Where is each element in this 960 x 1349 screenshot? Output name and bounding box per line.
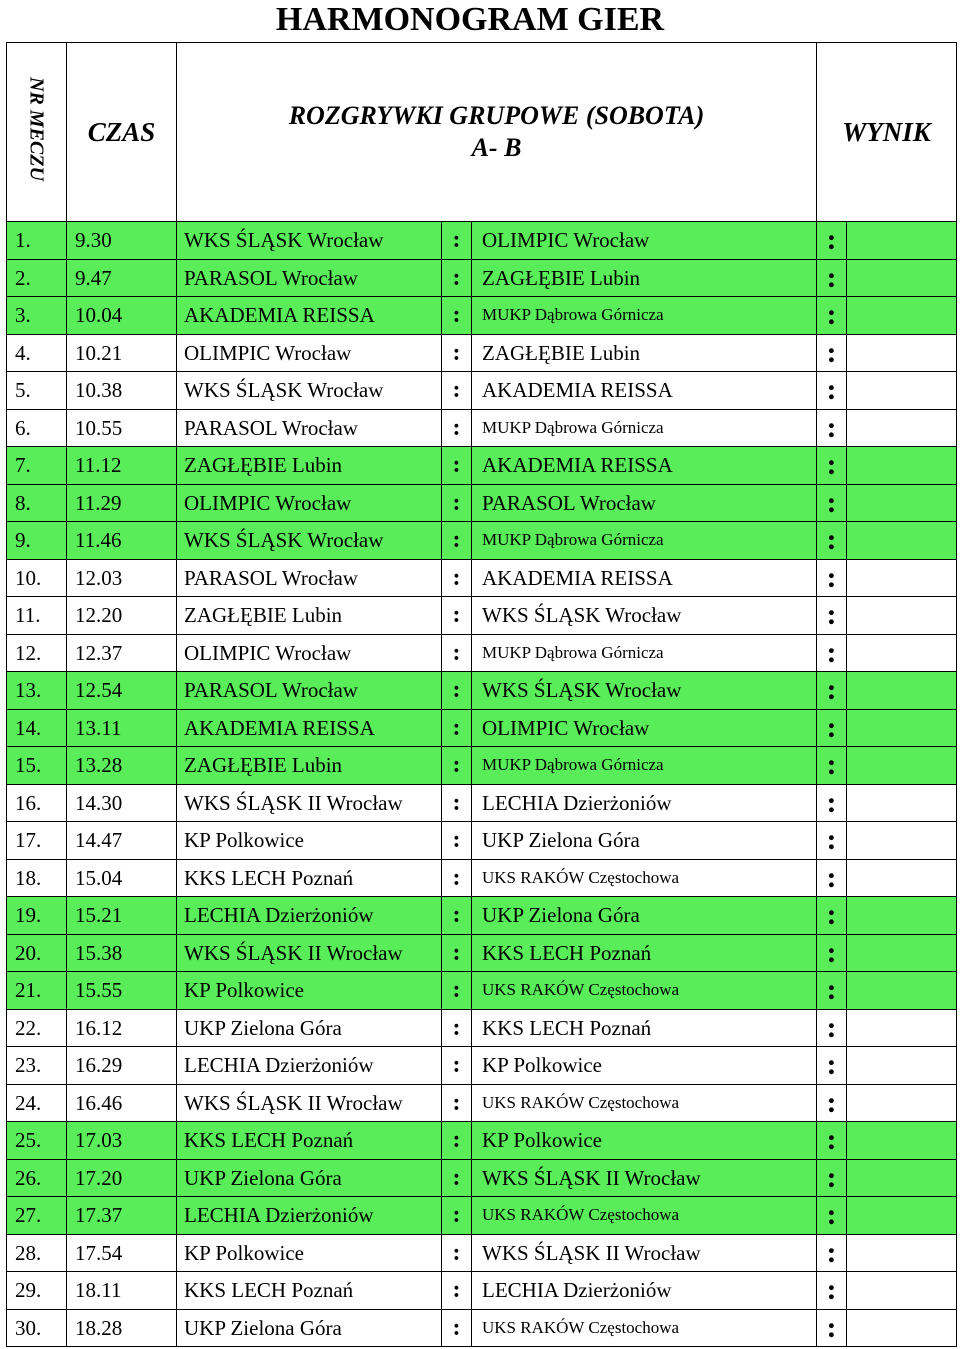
table-row bbox=[7, 522, 957, 560]
result-cell[interactable]: : bbox=[817, 709, 847, 747]
table-row bbox=[7, 1234, 957, 1272]
vs-separator: : bbox=[442, 522, 472, 560]
header-group-line1: ROZGRYWKI GRUPOWE (SOBOTA) bbox=[288, 101, 705, 130]
result-cell[interactable]: : bbox=[817, 1009, 847, 1047]
match-time: 10.55 bbox=[67, 409, 177, 447]
result-extra-cell bbox=[847, 934, 957, 972]
result-extra-cell bbox=[847, 672, 957, 710]
home-team: ZAGŁĘBIE Lubin bbox=[177, 597, 442, 635]
vs-separator: : bbox=[442, 372, 472, 410]
match-time: 12.54 bbox=[67, 672, 177, 710]
vs-separator: : bbox=[442, 897, 472, 935]
result-extra-cell bbox=[847, 747, 957, 785]
result-cell[interactable]: : bbox=[817, 897, 847, 935]
home-team: KP Polkowice bbox=[177, 1234, 442, 1272]
away-team: UKS RAKÓW Częstochowa bbox=[472, 1309, 817, 1347]
home-team: OLIMPIC Wrocław bbox=[177, 634, 442, 672]
home-team: KKS LECH Poznań bbox=[177, 859, 442, 897]
table-row bbox=[7, 897, 957, 935]
result-cell[interactable]: : bbox=[817, 634, 847, 672]
match-number: 30. bbox=[7, 1309, 67, 1347]
match-time: 16.29 bbox=[67, 1047, 177, 1085]
home-team: OLIMPIC Wrocław bbox=[177, 484, 442, 522]
home-team: WKS ŚLĄSK Wrocław bbox=[177, 222, 442, 260]
result-extra-cell bbox=[847, 297, 957, 335]
result-cell[interactable]: : bbox=[817, 447, 847, 485]
match-time: 9.30 bbox=[67, 222, 177, 260]
home-team: UKP Zielona Góra bbox=[177, 1309, 442, 1347]
away-team: KKS LECH Poznań bbox=[472, 1009, 817, 1047]
header-czas: CZAS bbox=[67, 43, 177, 222]
table-row bbox=[7, 484, 957, 522]
result-cell[interactable]: : bbox=[817, 522, 847, 560]
away-team: UKS RAKÓW Częstochowa bbox=[472, 972, 817, 1010]
match-time: 9.47 bbox=[67, 259, 177, 297]
result-extra-cell bbox=[847, 372, 957, 410]
result-cell[interactable]: : bbox=[817, 1234, 847, 1272]
away-team: MUKP Dąbrowa Górnicza bbox=[472, 409, 817, 447]
away-team: PARASOL Wrocław bbox=[472, 484, 817, 522]
table-row bbox=[7, 934, 957, 972]
vs-separator: : bbox=[442, 1084, 472, 1122]
home-team: PARASOL Wrocław bbox=[177, 559, 442, 597]
vs-separator: : bbox=[442, 859, 472, 897]
table-row bbox=[7, 1197, 957, 1235]
match-number: 29. bbox=[7, 1272, 67, 1310]
home-team: ZAGŁĘBIE Lubin bbox=[177, 447, 442, 485]
vs-separator: : bbox=[442, 1309, 472, 1347]
match-time: 17.03 bbox=[67, 1122, 177, 1160]
result-cell[interactable]: : bbox=[817, 1122, 847, 1160]
result-extra-cell bbox=[847, 1047, 957, 1085]
vs-separator: : bbox=[442, 709, 472, 747]
result-extra-cell bbox=[847, 897, 957, 935]
table-row bbox=[7, 822, 957, 860]
result-extra-cell bbox=[847, 822, 957, 860]
away-team: OLIMPIC Wrocław bbox=[472, 222, 817, 260]
match-number: 20. bbox=[7, 934, 67, 972]
match-time: 13.28 bbox=[67, 747, 177, 785]
away-team: MUKP Dąbrowa Górnicza bbox=[472, 747, 817, 785]
table-row bbox=[7, 409, 957, 447]
result-cell[interactable]: : bbox=[817, 934, 847, 972]
table-row bbox=[7, 259, 957, 297]
match-number: 1. bbox=[7, 222, 67, 260]
match-time: 11.46 bbox=[67, 522, 177, 560]
match-number: 2. bbox=[7, 259, 67, 297]
table-row bbox=[7, 559, 957, 597]
away-team: LECHIA Dzierżoniów bbox=[472, 1272, 817, 1310]
result-extra-cell bbox=[847, 447, 957, 485]
result-cell[interactable]: : bbox=[817, 1309, 847, 1347]
away-team: WKS ŚLĄSK Wrocław bbox=[472, 597, 817, 635]
home-team: WKS ŚLĄSK II Wrocław bbox=[177, 1084, 442, 1122]
match-number: 27. bbox=[7, 1197, 67, 1235]
away-team: ZAGŁĘBIE Lubin bbox=[472, 259, 817, 297]
result-extra-cell bbox=[847, 259, 957, 297]
match-number: 24. bbox=[7, 1084, 67, 1122]
result-cell[interactable]: : bbox=[817, 597, 847, 635]
result-extra-cell bbox=[847, 1272, 957, 1310]
result-cell[interactable]: : bbox=[817, 484, 847, 522]
home-team: LECHIA Dzierżoniów bbox=[177, 1047, 442, 1085]
vs-separator: : bbox=[442, 334, 472, 372]
match-number: 23. bbox=[7, 1047, 67, 1085]
vs-separator: : bbox=[442, 972, 472, 1010]
header-row bbox=[7, 43, 957, 222]
vs-separator: : bbox=[442, 1122, 472, 1160]
match-time: 13.11 bbox=[67, 709, 177, 747]
match-time: 18.11 bbox=[67, 1272, 177, 1310]
table-row bbox=[7, 1159, 957, 1197]
away-team: KKS LECH Poznań bbox=[472, 934, 817, 972]
match-number: 3. bbox=[7, 297, 67, 335]
match-time: 10.21 bbox=[67, 334, 177, 372]
table-row bbox=[7, 1122, 957, 1160]
result-cell[interactable]: : bbox=[817, 972, 847, 1010]
result-cell[interactable]: : bbox=[817, 372, 847, 410]
table-row bbox=[7, 222, 957, 260]
result-cell[interactable]: : bbox=[817, 747, 847, 785]
result-cell[interactable]: : bbox=[817, 1047, 847, 1085]
table-row bbox=[7, 1084, 957, 1122]
table-row bbox=[7, 634, 957, 672]
vs-separator: : bbox=[442, 934, 472, 972]
match-time: 11.29 bbox=[67, 484, 177, 522]
home-team: UKP Zielona Góra bbox=[177, 1009, 442, 1047]
vs-separator: : bbox=[442, 1234, 472, 1272]
match-number: 5. bbox=[7, 372, 67, 410]
result-cell[interactable]: : bbox=[817, 559, 847, 597]
away-team: KP Polkowice bbox=[472, 1122, 817, 1160]
away-team: UKS RAKÓW Częstochowa bbox=[472, 1197, 817, 1235]
match-number: 10. bbox=[7, 559, 67, 597]
page-title: HARMONOGRAM GIER bbox=[275, 1, 665, 38]
vs-separator: : bbox=[442, 297, 472, 335]
table-row bbox=[7, 334, 957, 372]
result-cell[interactable]: : bbox=[817, 1159, 847, 1197]
result-cell[interactable]: : bbox=[817, 1084, 847, 1122]
home-team: AKADEMIA REISSA bbox=[177, 297, 442, 335]
match-number: 13. bbox=[7, 672, 67, 710]
home-team: WKS ŚLĄSK Wrocław bbox=[177, 522, 442, 560]
header-group-line2: A- B bbox=[471, 133, 522, 162]
match-number: 21. bbox=[7, 972, 67, 1010]
match-time: 15.55 bbox=[67, 972, 177, 1010]
match-number: 16. bbox=[7, 784, 67, 822]
home-team: PARASOL Wrocław bbox=[177, 672, 442, 710]
home-team: KP Polkowice bbox=[177, 822, 442, 860]
home-team: WKS ŚLĄSK Wrocław bbox=[177, 372, 442, 410]
table-row bbox=[7, 597, 957, 635]
away-team: AKADEMIA REISSA bbox=[472, 559, 817, 597]
match-time: 14.47 bbox=[67, 822, 177, 860]
vs-separator: : bbox=[442, 222, 472, 260]
table-row bbox=[7, 447, 957, 485]
table-row bbox=[7, 709, 957, 747]
table-row bbox=[7, 972, 957, 1010]
home-team: PARASOL Wrocław bbox=[177, 259, 442, 297]
result-extra-cell bbox=[847, 634, 957, 672]
match-number: 14. bbox=[7, 709, 67, 747]
vs-separator: : bbox=[442, 1159, 472, 1197]
table-row bbox=[7, 1309, 957, 1347]
table-row bbox=[7, 747, 957, 785]
match-time: 18.28 bbox=[67, 1309, 177, 1347]
vs-separator: : bbox=[442, 784, 472, 822]
result-cell[interactable]: : bbox=[817, 672, 847, 710]
table-row bbox=[7, 1272, 957, 1310]
table-row bbox=[7, 297, 957, 335]
match-number: 22. bbox=[7, 1009, 67, 1047]
match-number: 15. bbox=[7, 747, 67, 785]
vs-separator: : bbox=[442, 409, 472, 447]
result-extra-cell bbox=[847, 522, 957, 560]
match-time: 15.21 bbox=[67, 897, 177, 935]
schedule-body bbox=[7, 222, 957, 1347]
match-time: 10.38 bbox=[67, 372, 177, 410]
match-number: 17. bbox=[7, 822, 67, 860]
match-time: 17.37 bbox=[67, 1197, 177, 1235]
match-time: 10.04 bbox=[67, 297, 177, 335]
home-team: KKS LECH Poznań bbox=[177, 1122, 442, 1160]
result-extra-cell bbox=[847, 859, 957, 897]
match-time: 11.12 bbox=[67, 447, 177, 485]
vs-separator: : bbox=[442, 1047, 472, 1085]
vs-separator: : bbox=[442, 1197, 472, 1235]
result-extra-cell bbox=[847, 1309, 957, 1347]
result-extra-cell bbox=[847, 972, 957, 1010]
home-team: AKADEMIA REISSA bbox=[177, 709, 442, 747]
table-row bbox=[7, 784, 957, 822]
away-team: UKP Zielona Góra bbox=[472, 897, 817, 935]
result-cell[interactable]: : bbox=[817, 1272, 847, 1310]
match-time: 12.37 bbox=[67, 634, 177, 672]
vs-separator: : bbox=[442, 634, 472, 672]
home-team: LECHIA Dzierżoniów bbox=[177, 897, 442, 935]
table-row bbox=[7, 672, 957, 710]
vs-separator: : bbox=[442, 447, 472, 485]
result-extra-cell bbox=[847, 1009, 957, 1047]
home-team: WKS ŚLĄSK II Wrocław bbox=[177, 784, 442, 822]
vs-separator: : bbox=[442, 1272, 472, 1310]
vs-separator: : bbox=[442, 484, 472, 522]
home-team: LECHIA Dzierżoniów bbox=[177, 1197, 442, 1235]
home-team: KKS LECH Poznań bbox=[177, 1272, 442, 1310]
home-team: KP Polkowice bbox=[177, 972, 442, 1010]
result-cell[interactable]: : bbox=[817, 334, 847, 372]
result-extra-cell bbox=[847, 1197, 957, 1235]
table-row bbox=[7, 1047, 957, 1085]
table-row bbox=[7, 859, 957, 897]
away-team: AKADEMIA REISSA bbox=[472, 372, 817, 410]
away-team: UKS RAKÓW Częstochowa bbox=[472, 1084, 817, 1122]
match-time: 17.20 bbox=[67, 1159, 177, 1197]
vs-separator: : bbox=[442, 822, 472, 860]
vs-separator: : bbox=[442, 597, 472, 635]
away-team: MUKP Dąbrowa Górnicza bbox=[472, 297, 817, 335]
match-number: 8. bbox=[7, 484, 67, 522]
vs-separator: : bbox=[442, 747, 472, 785]
away-team: MUKP Dąbrowa Górnicza bbox=[472, 522, 817, 560]
result-cell[interactable]: : bbox=[817, 222, 847, 260]
away-team: KP Polkowice bbox=[472, 1047, 817, 1085]
match-number: 6. bbox=[7, 409, 67, 447]
away-team: ZAGŁĘBIE Lubin bbox=[472, 334, 817, 372]
vs-separator: : bbox=[442, 1009, 472, 1047]
away-team: OLIMPIC Wrocław bbox=[472, 709, 817, 747]
match-number: 28. bbox=[7, 1234, 67, 1272]
result-extra-cell bbox=[847, 784, 957, 822]
match-time: 14.30 bbox=[67, 784, 177, 822]
away-team: WKS ŚLĄSK II Wrocław bbox=[472, 1234, 817, 1272]
home-team: PARASOL Wrocław bbox=[177, 409, 442, 447]
result-extra-cell bbox=[847, 409, 957, 447]
match-number: 12. bbox=[7, 634, 67, 672]
result-extra-cell bbox=[847, 1122, 957, 1160]
match-number: 19. bbox=[7, 897, 67, 935]
header-nr-label: NR MECZU bbox=[25, 77, 48, 181]
vs-separator: : bbox=[442, 559, 472, 597]
header-wynik: WYNIK bbox=[817, 43, 957, 222]
home-team: UKP Zielona Góra bbox=[177, 1159, 442, 1197]
result-cell[interactable]: : bbox=[817, 297, 847, 335]
result-extra-cell bbox=[847, 1159, 957, 1197]
table-row bbox=[7, 372, 957, 410]
result-cell[interactable]: : bbox=[817, 409, 847, 447]
result-cell[interactable]: : bbox=[817, 1197, 847, 1235]
result-extra-cell bbox=[847, 709, 957, 747]
match-number: 9. bbox=[7, 522, 67, 560]
result-extra-cell bbox=[847, 559, 957, 597]
match-time: 16.46 bbox=[67, 1084, 177, 1122]
vs-separator: : bbox=[442, 259, 472, 297]
match-time: 15.38 bbox=[67, 934, 177, 972]
result-cell[interactable]: : bbox=[817, 259, 847, 297]
header-group bbox=[177, 43, 817, 222]
match-number: 7. bbox=[7, 447, 67, 485]
result-extra-cell bbox=[847, 597, 957, 635]
away-team: LECHIA Dzierżoniów bbox=[472, 784, 817, 822]
result-extra-cell bbox=[847, 484, 957, 522]
table-row bbox=[7, 1009, 957, 1047]
away-team: AKADEMIA REISSA bbox=[472, 447, 817, 485]
match-number: 18. bbox=[7, 859, 67, 897]
schedule-table bbox=[6, 42, 957, 1347]
vs-separator: : bbox=[442, 672, 472, 710]
home-team: ZAGŁĘBIE Lubin bbox=[177, 747, 442, 785]
match-number: 11. bbox=[7, 597, 67, 635]
match-number: 4. bbox=[7, 334, 67, 372]
match-time: 15.04 bbox=[67, 859, 177, 897]
away-team: UKS RAKÓW Częstochowa bbox=[472, 859, 817, 897]
match-time: 16.12 bbox=[67, 1009, 177, 1047]
match-number: 25. bbox=[7, 1122, 67, 1160]
match-time: 12.20 bbox=[67, 597, 177, 635]
result-extra-cell bbox=[847, 334, 957, 372]
away-team: WKS ŚLĄSK II Wrocław bbox=[472, 1159, 817, 1197]
away-team: UKP Zielona Góra bbox=[472, 822, 817, 860]
match-time: 17.54 bbox=[67, 1234, 177, 1272]
header-nr bbox=[7, 43, 67, 222]
home-team: OLIMPIC Wrocław bbox=[177, 334, 442, 372]
away-team: WKS ŚLĄSK Wrocław bbox=[472, 672, 817, 710]
match-number: 26. bbox=[7, 1159, 67, 1197]
match-time: 12.03 bbox=[67, 559, 177, 597]
result-extra-cell bbox=[847, 1234, 957, 1272]
result-cell[interactable]: : bbox=[817, 859, 847, 897]
result-cell[interactable]: : bbox=[817, 822, 847, 860]
result-cell[interactable]: : bbox=[817, 784, 847, 822]
result-extra-cell bbox=[847, 222, 957, 260]
away-team: MUKP Dąbrowa Górnicza bbox=[472, 634, 817, 672]
home-team: WKS ŚLĄSK II Wrocław bbox=[177, 934, 442, 972]
result-extra-cell bbox=[847, 1084, 957, 1122]
